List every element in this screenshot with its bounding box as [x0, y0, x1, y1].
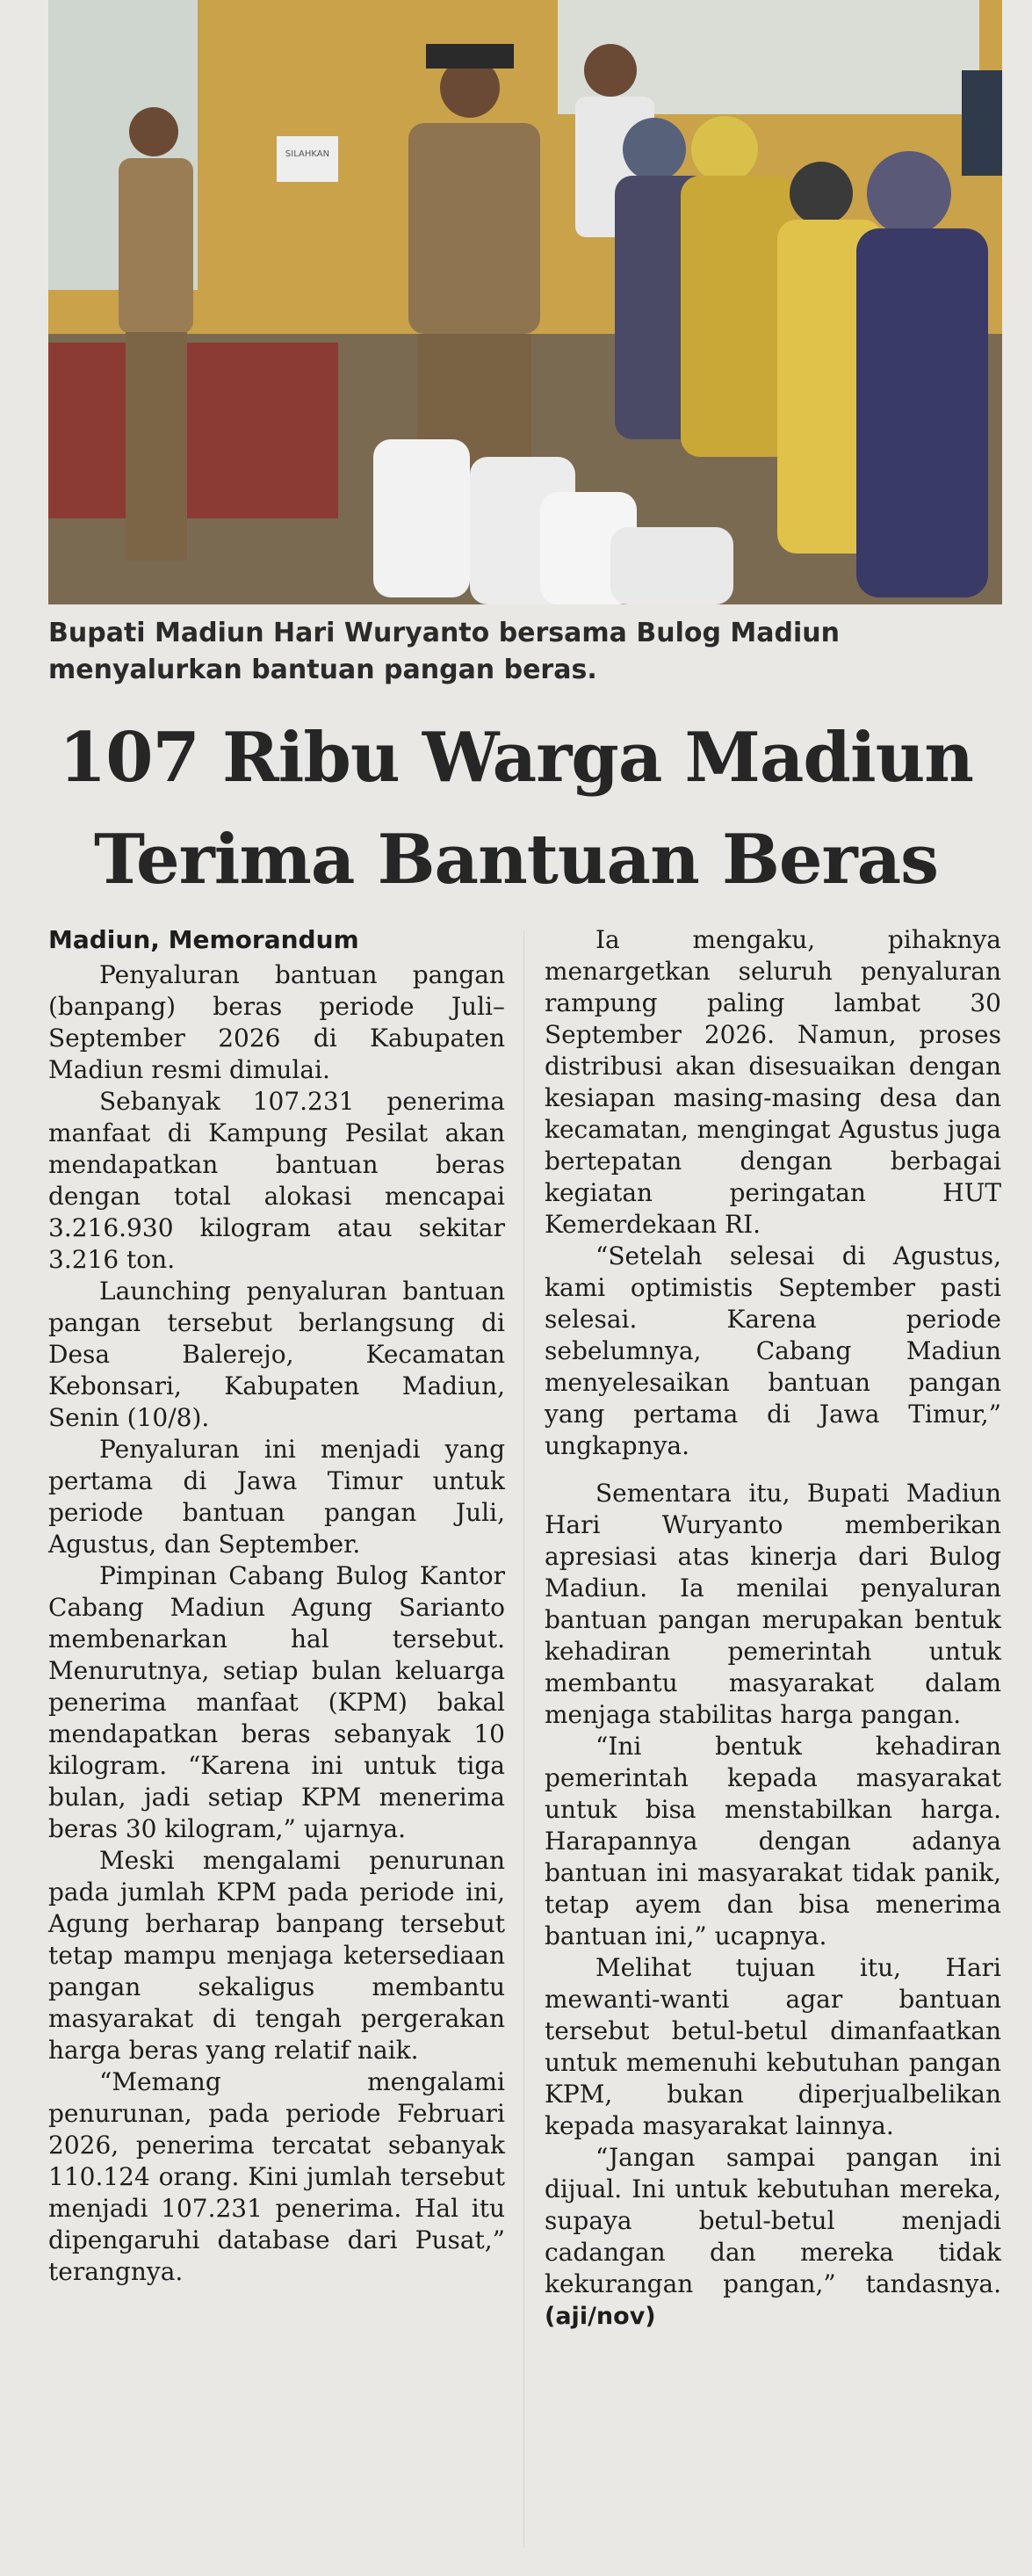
paragraph: Pimpinan Cabang Bulog Kantor Cabang Madiun Agung Sarianto membenarkan hal tersebut. Menurutnya, setiap bulan keluarga penerima manfaat (KPM) bakal mendapatkan beras sebanyak 10 kilogram. “Karena ini untuk tiga bulan, jadi setiap KPM menerima beras 30 kilogram,” ujarnya. — [48, 1561, 505, 1843]
author-signature: (aji/nov) — [545, 2303, 656, 2330]
paragraph: Meski mengalami penurunan pada jumlah KPM pada periode ini, Agung berharap banpang tersebut tetap mampu menjaga ketersediaan pangan sekaligus membantu masyarakat di tengah pergerakan harga beras yang relatif naik. — [48, 1846, 505, 2065]
article-column-right — [545, 924, 1001, 2333]
news-photo — [48, 0, 1002, 604]
column-divider — [523, 931, 524, 2548]
paragraph: “Ini bentuk kehadiran pemerintah kepada masyarakat untuk bisa menstabilkan harga. Harapannya dengan adanya bantuan ini masyarakat tidak panik, tetap ayem dan bisa menerima bantuan ini,” ucapnya. — [545, 1732, 1001, 1950]
paragraph: Penyaluran bantuan pangan (banpang) beras periode Juli–September 2026 di Kabupaten Madiun resmi dimulai. — [48, 960, 505, 1084]
paragraph — [545, 2142, 1001, 2333]
paragraph: Melihat tujuan itu, Hari mewanti-wanti agar bantuan tersebut betul-betul dimanfaatkan untuk memenuhi kebutuhan pangan KPM, bukan diperjualbelikan kepada masyarakat lainnya. — [545, 1953, 1001, 2140]
headline-line-1: 107 Ribu Warga Madiun — [59, 718, 973, 798]
paragraph: Launching penyaluran bantuan pangan tersebut berlangsung di Desa Balerejo, Kecamatan Kebonsari, Kabupaten Madiun, Senin (10/8). — [48, 1277, 505, 1432]
paragraph: Ia mengaku, pihaknya menargetkan seluruh penyaluran rampung paling lambat 30 September 2026. Namun, proses distribusi akan disesuaikan dengan kesiapan masing-masing desa dan kecamatan, mengingat Agustus juga bertepatan dengan berbagai kegiatan peringatan HUT Kemerdekaan RI. — [545, 925, 1001, 1239]
paragraph: Penyaluran ini menjadi yang pertama di Jawa Timur untuk periode bantuan pangan Juli, Agustus, dan September. — [48, 1435, 505, 1559]
sign-text: SILAHKAN — [285, 149, 330, 159]
paragraph-text: “Jangan sampai pangan ini dijual. Ini untuk kebutuhan mereka, supaya betul-betul menjadi cadangan dan mereka tidak kekurangan pangan,” tandasnya. — [545, 2143, 1001, 2298]
headline-line-2: Terima Bantuan Beras — [93, 820, 939, 900]
headline — [35, 707, 997, 911]
paragraph: “Setelah selesai di Agustus, kami optimistis September pasti selesai. Karena periode sebelumnya, Cabang Madiun menyelesaikan bantuan pangan yang pertama di Jawa Timur,” ungkapnya. — [545, 1241, 1001, 1460]
paragraph: “Memang mengalami penurunan, pada periode Februari 2026, penerima tercatat sebanyak 110.124 orang. Kini jumlah tersebut menjadi 107.231 penerima. Hal itu dipengaruhi database dari Pusat,” terangnya. — [48, 2067, 505, 2286]
photo-caption: Bupati Madiun Hari Wuryanto bersama Bulog Madiun menyalurkan bantuan pangan beras. — [48, 618, 840, 685]
paragraph: Sebanyak 107.231 penerima manfaat di Kampung Pesilat akan mendapatkan bantuan beras dengan total alokasi mencapai 3.216.930 kilogram atau sekitar 3.216 ton. — [48, 1087, 505, 1274]
paragraph: Sementara itu, Bupati Madiun Hari Wuryanto memberikan apresiasi atas kinerja dari Bulog Madiun. Ia menilai penyaluran bantuan pangan merupakan bentuk kehadiran pemerintah untuk membantu masyarakat dalam menjaga stabilitas harga pangan. — [545, 1479, 1001, 1729]
group-photo-icon — [48, 0, 1002, 604]
dateline: Madiun, Memorandum — [48, 925, 359, 954]
article-column-left — [48, 924, 505, 2288]
